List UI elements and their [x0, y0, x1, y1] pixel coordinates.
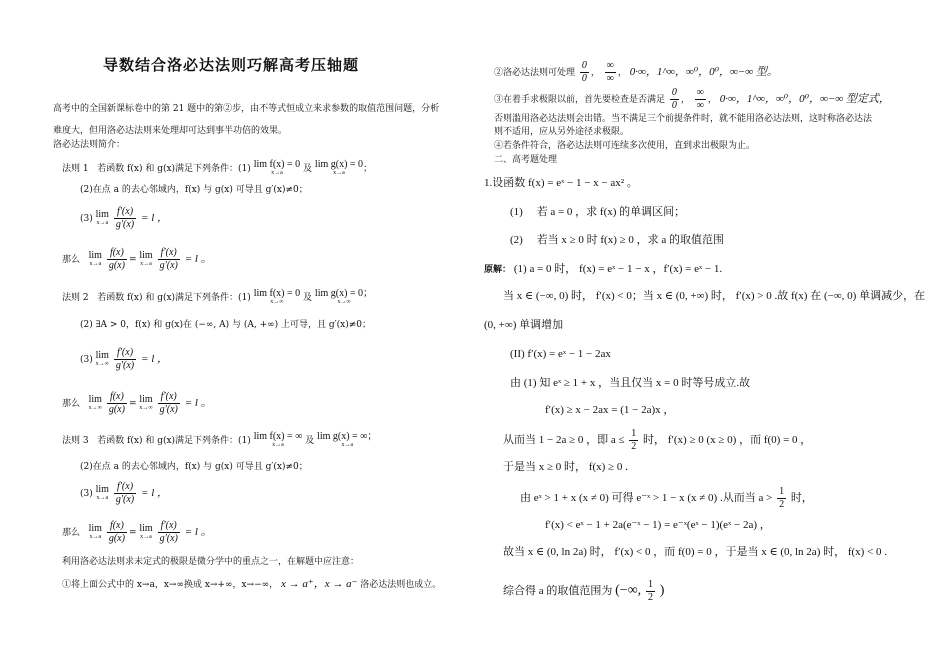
rule2-condition-2: (2) ∃A > 0，f(x) 和 g(x)在 (−∞, A) 与 (A, +∞) 上可导，且 g′(x)≠0；	[80, 320, 372, 330]
rule3-label: 法则 3	[62, 436, 89, 446]
solution-line-5: 由 (1) 知 eˣ ≥ 1 + x ，当且仅当 x = 0 时等号成立.故	[510, 377, 751, 389]
rule2-condition: 法则 2 若函数 f(x) 和 g(x)满足下列条件：(1) lim f(x) = 0 x→∞ 及 lim g(x) = 0； x→∞	[62, 288, 374, 305]
note-3: ③在着手求极限以前，首先要检查是否满足 $\frac{0}{0}$ ， $\frac{\infty}{\infty}$ ， 0·∞，1^∞，∞⁰，0⁰，∞−∞ 型定式，	[494, 87, 890, 111]
note-intro: 利用洛必达法则求未定式的极限是微分学中的重点之一，在解题中应注意：	[62, 557, 360, 567]
question-1: 1.设函数 f(x) = eˣ − 1 − x − ax² 。	[484, 177, 638, 189]
rule1-condition-3: (3) lim x→a $\frac{f'(x)}{g'(x)}$ = l ，	[80, 206, 168, 230]
rule1-intro: 若函数 f(x) 和 g(x)满足下列条件：(1)	[97, 164, 251, 174]
solution-line-10: f′(x) < eˣ − 1 + 2a(e⁻ˣ − 1) = e⁻ˣ(eˣ − 1)(eˣ − 2a) ，	[545, 519, 771, 531]
rule1-condition-2: (2)在点 a 的去心邻域内，f(x) 与 g(x) 可导且 g′(x)≠0；	[80, 185, 308, 195]
rule2-condition-3: (3) lim x→∞ $\frac{f'(x)}{g'(x)}$ = l ，	[80, 347, 168, 371]
section-heading: 二、高考题处理	[494, 155, 558, 165]
rule1-conclusion: 那么 lim x→a $\frac{f(x)}{g(x)}$ = lim x→a $\frac{f'(x)}{g'(x)}$ = l 。	[62, 247, 212, 271]
intro-line-1: 高考中的全国新课标卷中的第 21 题中的第②步，由不等式恒成立来求参数的取值范围问题，分析	[53, 104, 440, 114]
question-1-part-2: (2) 若当 x ≥ 0 时 f(x) ≥ 0 ，求 a 的取值范围	[510, 234, 725, 246]
solution-line-8: 于是当 x ≥ 0 时， f(x) ≥ 0 .	[503, 461, 628, 473]
rule3-condition: 法则 3 若函数 f(x) 和 g(x)满足下列条件：(1) lim f(x) = ∞ x→a 及 lim g(x) = ∞； x→a	[62, 431, 378, 448]
rule2-label: 法则 2	[62, 293, 89, 303]
note-3-line-2: 否则滥用洛必达法则会出错。当不满足三个前提条件时，就不能用洛必达法则，这时称洛必达法	[494, 114, 873, 124]
rule1-derivative-ratio: $\frac{f'(x)}{g'(x)}$	[115, 206, 135, 230]
rule1-limit-f: lim f(x) = 0 x→a	[253, 159, 301, 176]
intro-line-2: 难度大，但用洛必达法则来处理却可达到事半功倍的效果。	[53, 126, 288, 136]
solution-line-3: (0, +∞) 单调增加	[484, 319, 564, 331]
note-1: ①将上面公式中的 x→a，x→∞换成 x→+∞，x→−∞， x → a⁺，x → a⁻ 洛必达法则也成立。	[62, 578, 442, 590]
rule1-and: 及	[303, 164, 313, 174]
rule3-condition-2: (2)在点 a 的去心邻域内，f(x) 与 g(x) 可导且 g′(x)≠0；	[80, 462, 308, 472]
question-1-part-1: (1) 若 a = 0 ，求 f(x) 的单调区间；	[510, 206, 686, 218]
page-title: 导数结合洛必达法则巧解高考压轴题	[103, 56, 360, 74]
solution-line-11: 故当 x ∈ (0, ln 2a) 时， f′(x) < 0 ，而 f(0) = 0 ，于是当 x ∈ (0, ln 2a) 时， f(x) < 0 .	[503, 546, 888, 558]
note-2: ②洛必达法则可处理 $\frac{0}{0}$ ， $\frac{\infty}{\infty}$ ， 0·∞，1^∞，∞⁰，0⁰，∞−∞ 型。	[494, 60, 778, 84]
intro-line-3: 洛必达法则简介：	[53, 140, 126, 150]
solution-line-2: 当 x ∈ (−∞, 0) 时， f′(x) < 0；当 x ∈ (0, +∞) 时， f′(x) > 0 .故 f(x) 在 (−∞, 0) 单调减少，在	[503, 290, 926, 302]
solution-line-7: 从而当 1 − 2a ≥ 0 ，即 a ≤ $\frac{1}{2}$ 时， f′(x) ≥ 0 (x ≥ 0) ，而 f(0) = 0 ，	[503, 427, 812, 452]
rule3-conclusion: 那么 lim x→a $\frac{f(x)}{g(x)}$ = lim x→a $\frac{f'(x)}{g'(x)}$ = l 。	[62, 520, 212, 544]
solution-label: 原解：	[484, 265, 512, 275]
rule2-conclusion: 那么 lim x→∞ $\frac{f(x)}{g(x)}$ = lim x→∞ $\frac{f'(x)}{g'(x)}$ = l 。	[62, 391, 212, 415]
solution-line-1: 原解： (1) a = 0 时， f(x) = eˣ − 1 − x ，f′(x) = eˣ − 1.	[484, 263, 723, 275]
solution-line-6: f′(x) ≥ x − 2ax = (1 − 2a)x ，	[545, 404, 675, 416]
solution-line-9: 由 eˣ > 1 + x (x ≠ 0) 可得 e⁻ˣ > 1 − x (x ≠ 0) .从而当 a > $\frac{1}{2}$ 时，	[520, 485, 813, 510]
rule1-limit-g: lim g(x) = 0 x→a	[314, 159, 364, 176]
rule3-condition-3: (3) lim x→a $\frac{f'(x)}{g'(x)}$ = l ，	[80, 481, 168, 505]
rule1-condition: 法则 1 若函数 f(x) 和 g(x)满足下列条件：(1) lim f(x) = 0 x→a 及 lim g(x) = 0 x→a ；	[62, 159, 373, 176]
solution-line-4: (II) f′(x) = eˣ − 1 − 2ax	[510, 348, 611, 360]
rule1-label: 法则 1	[62, 164, 89, 174]
note-3-line-3: 则不适用，应从另外途径求极限。	[494, 127, 630, 137]
note-4: ④若条件符合，洛必达法则可连续多次使用，直到求出极限为止。	[494, 141, 756, 151]
solution-line-12: 综合得 a 的取值范围为 (−∞, $\frac{1}{2}$ )	[503, 578, 665, 603]
